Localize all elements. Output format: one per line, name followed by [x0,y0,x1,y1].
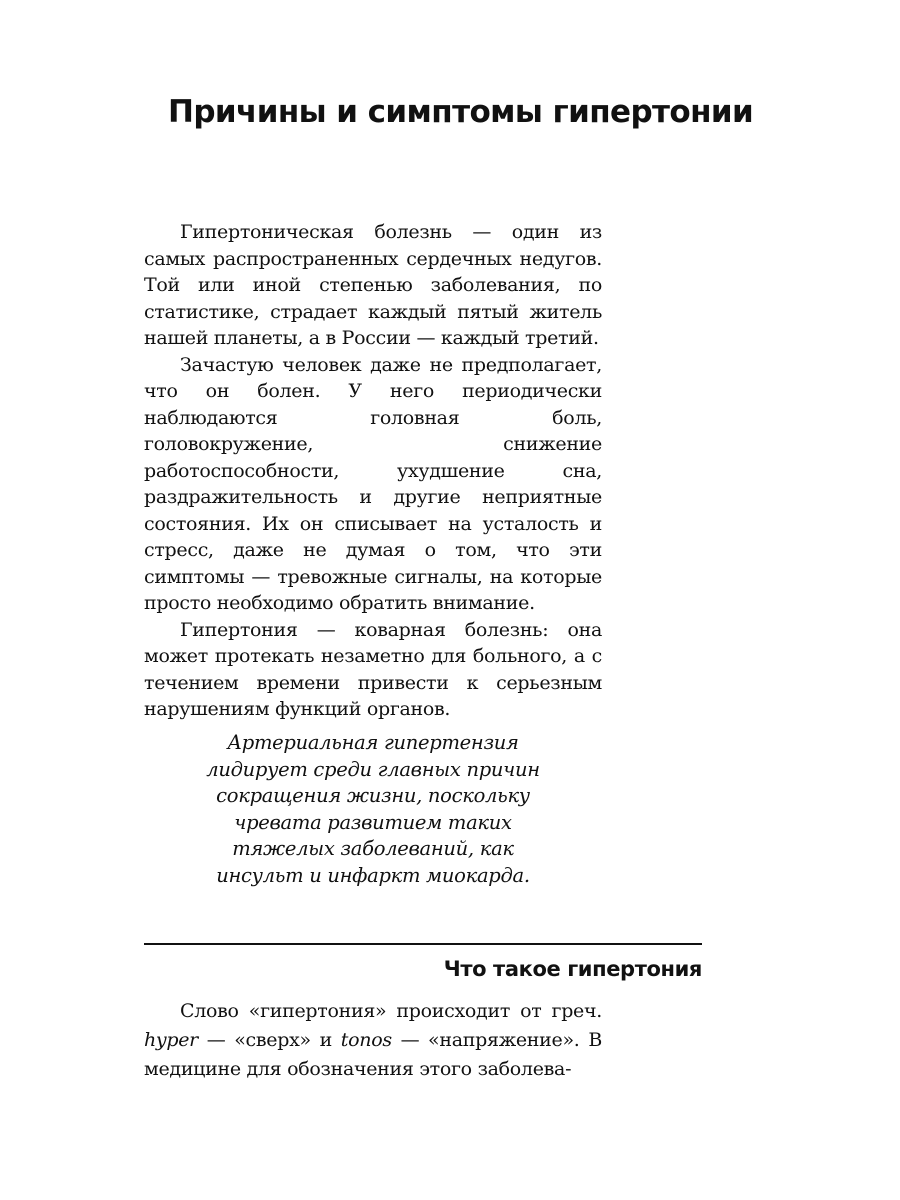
paragraph-1: Гипертоническая болезнь — один из самых распространенных сердечных недугов. Той или иной степенью заболевания, по статистике, страдает каждый пятый житель нашей планеты, а в России — каждый третий. [144,221,602,349]
quote-line: сокращения жизни, поскольку [216,784,530,807]
quote-line: тяжелых заболеваний, как [232,837,514,860]
pull-quote [144,730,602,889]
section-intro: Слово «гипертония» происходит от греч. [180,1000,602,1022]
paragraph-2: Зачастую человек даже не предполагает, что он болен. У него периодически наблюдаются головная боль, головокружение, снижение работоспособности, ухудшение сна, раздражительность и другие неприятные состояния. Их он списывает на усталость и стресс, даже не думая о том, что эти симптомы — тревожные сигналы, на которые просто необходимо обратить внимание. [144,353,602,614]
term-tonos-gloss: — «напряжение». В медицине для обозначения этого заболева- [144,1029,602,1080]
term-tonos: tonos [340,1029,392,1051]
chapter-title: Причины и симптомы гипертонии [168,94,754,130]
section-text [144,997,602,1084]
paragraph-3: Гипертония — коварная болезнь: она может протекать незаметно для больного, а с течением времени привести к серьезным нарушениям функций органов. [144,618,602,720]
section-divider [144,943,702,945]
quote-line: лидирует среди главных причин [206,757,540,781]
term-hyper-gloss: — «сверх» и [197,1029,341,1051]
section-title: Что такое гипертония [443,957,702,981]
quote-line: инсульт и инфаркт миокарда. [216,863,530,887]
quote-line: чревата развитием таких [234,810,512,834]
quote-line: Артериальная гипертензия [227,731,519,754]
section-paragraph [144,997,602,1084]
term-hyper: hyper [144,1029,198,1051]
intro-text [144,219,602,723]
